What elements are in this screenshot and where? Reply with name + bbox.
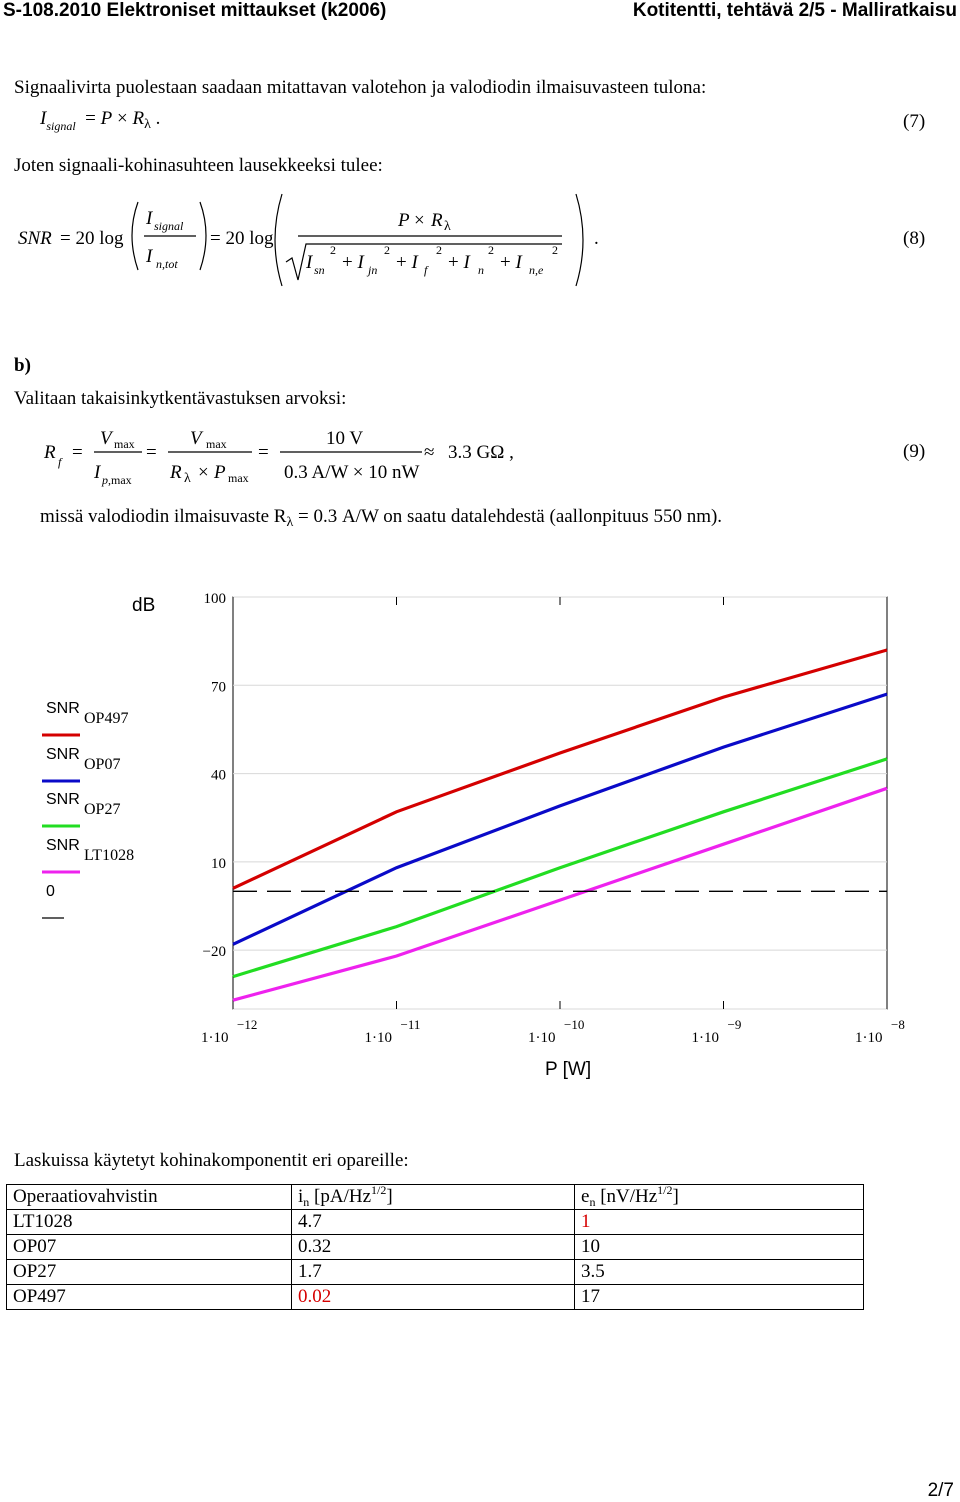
x-tick-mantissa: 1·10 bbox=[855, 1030, 883, 1046]
svg-text:×: × bbox=[198, 462, 209, 483]
equation-8 bbox=[10, 190, 610, 290]
svg-text:λ: λ bbox=[184, 471, 191, 486]
equation-7: $I_{signal} = P \times R_\lambda$ . bbox=[40, 108, 161, 133]
y-tick-label: 70 bbox=[211, 679, 226, 696]
legend-entry bbox=[42, 883, 64, 918]
x-tick-exponent: −12 bbox=[237, 1017, 258, 1032]
svg-text:V: V bbox=[100, 428, 112, 449]
svg-text:2: 2 bbox=[384, 243, 390, 257]
table-row bbox=[7, 1260, 864, 1285]
x-tick-exponent: −8 bbox=[891, 1017, 905, 1032]
svg-text:≈: ≈ bbox=[424, 442, 435, 463]
part-b-heading: b) bbox=[14, 355, 31, 376]
table-row bbox=[7, 1285, 864, 1310]
table-header-row bbox=[7, 1185, 864, 1210]
opamp-name: LT1028 bbox=[7, 1210, 292, 1235]
svg-text:=: = bbox=[146, 442, 157, 463]
svg-text:n,tot: n,tot bbox=[156, 257, 178, 271]
svg-text:= 20 log: = 20 log bbox=[210, 228, 274, 249]
header-voltage-noise: $e_n$ $[nV/Hz^{1/2}]$ bbox=[575, 1185, 864, 1210]
y-tick-label: 40 bbox=[211, 767, 226, 784]
x-tick-label bbox=[692, 1017, 742, 1046]
legend-main-label: SNR bbox=[46, 837, 80, 854]
series-line bbox=[233, 759, 887, 977]
svg-text:I: I bbox=[306, 252, 313, 273]
x-tick-label bbox=[528, 1017, 584, 1046]
svg-text:2: 2 bbox=[330, 243, 336, 257]
page-number: 2/7 bbox=[927, 1480, 954, 1501]
svg-text:n,e: n,e bbox=[529, 263, 544, 277]
current-noise: 0.02 bbox=[292, 1285, 575, 1310]
svg-text:λ: λ bbox=[444, 219, 451, 234]
current-noise: 1.7 bbox=[292, 1260, 575, 1285]
svg-text:+ I: + I bbox=[396, 252, 418, 273]
equation-9-numerator: 10 V bbox=[326, 428, 364, 449]
y-tick-label: 100 bbox=[203, 591, 226, 607]
svg-text:R: R bbox=[431, 210, 443, 231]
equation-9-denominator: 0.3 A/W × 10 nW bbox=[284, 462, 420, 483]
header-course: S-108.2010 Elektroniset mittaukset (k2006) bbox=[3, 0, 387, 21]
noise-table bbox=[6, 1184, 864, 1310]
svg-text:2: 2 bbox=[552, 243, 558, 257]
legend-main-label: 0 bbox=[46, 883, 55, 900]
responsivity-text: missä valodiodin ilmaisuvaste $R_\lambda = 0.3$ A/W on saatu datalehdestä (aallonpituus 550 nm). bbox=[40, 506, 723, 530]
legend-sub-label: OP27 bbox=[84, 801, 121, 818]
table-row bbox=[7, 1210, 864, 1235]
svg-text:+ I: + I bbox=[448, 252, 470, 273]
svg-text:max: max bbox=[206, 437, 227, 451]
y-tick-label: 10 bbox=[211, 855, 226, 872]
voltage-noise: 3.5 bbox=[575, 1260, 864, 1285]
svg-text:×: × bbox=[414, 210, 425, 231]
intro-text: Signaalivirta puolestaan saadaan mitattavan valotehon ja valodiodin ilmaisuvasteen tulona: bbox=[14, 77, 707, 98]
svg-text:f: f bbox=[424, 263, 428, 277]
current-noise: 0.32 bbox=[292, 1235, 575, 1260]
svg-text:2: 2 bbox=[436, 243, 442, 257]
table-row bbox=[7, 1235, 864, 1260]
svg-text:sn: sn bbox=[314, 263, 325, 277]
legend-main-label: SNR bbox=[46, 746, 80, 763]
opamp-name: OP07 bbox=[7, 1235, 292, 1260]
svg-text:R: R bbox=[170, 462, 182, 483]
snr-chart bbox=[0, 585, 960, 1085]
snr-text: Joten signaali-kohinasuhteen lausekkeeksi tulee: bbox=[14, 155, 383, 176]
legend-main-label: SNR bbox=[46, 700, 80, 717]
voltage-noise: 1 bbox=[575, 1210, 864, 1235]
svg-text:jn: jn bbox=[368, 263, 378, 277]
x-tick-exponent: −9 bbox=[727, 1017, 742, 1032]
legend-sub-label: LT1028 bbox=[84, 847, 135, 864]
x-tick-exponent: −11 bbox=[400, 1017, 421, 1032]
svg-text:+ I: + I bbox=[342, 252, 364, 273]
svg-text:max: max bbox=[228, 471, 249, 485]
series-line bbox=[233, 788, 887, 1000]
equation-9 bbox=[40, 420, 530, 492]
x-tick-mantissa: 1·10 bbox=[691, 1030, 719, 1046]
svg-text:P: P bbox=[214, 462, 226, 483]
legend-sub-label: OP497 bbox=[84, 710, 129, 727]
chart-xlabel: P [W] bbox=[545, 1059, 592, 1080]
svg-text:signal: signal bbox=[154, 219, 184, 233]
voltage-noise: 10 bbox=[575, 1235, 864, 1260]
svg-text:p,max: p,max bbox=[102, 473, 132, 487]
chart-ylabel: dB bbox=[132, 595, 156, 616]
svg-text:= 20 log: = 20 log bbox=[60, 228, 124, 249]
legend-entry bbox=[42, 746, 120, 781]
svg-text:2: 2 bbox=[488, 243, 494, 257]
x-tick-label bbox=[365, 1017, 421, 1046]
svg-text:max: max bbox=[114, 437, 135, 451]
x-tick-label bbox=[855, 1017, 905, 1046]
svg-text:=: = bbox=[258, 442, 269, 463]
legend-entry bbox=[42, 837, 134, 872]
voltage-noise: 17 bbox=[575, 1285, 864, 1310]
svg-text:R: R bbox=[44, 442, 56, 463]
svg-text:f: f bbox=[58, 455, 62, 469]
svg-text:V: V bbox=[190, 428, 202, 449]
equation-7-number: (7) bbox=[903, 111, 926, 132]
svg-text:I: I bbox=[94, 462, 101, 483]
equation-8-number: (8) bbox=[903, 228, 926, 249]
legend-sub-label: OP07 bbox=[84, 756, 121, 773]
x-tick-label bbox=[201, 1017, 257, 1046]
legend-entry bbox=[42, 791, 120, 826]
svg-text:SNR: SNR bbox=[18, 228, 52, 249]
svg-text:+ I: + I bbox=[500, 252, 522, 273]
equation-9-result: 3.3 GΩ , bbox=[448, 442, 514, 463]
y-tick-label: −20 bbox=[202, 944, 226, 961]
header-opamp: Operaatiovahvistin bbox=[7, 1185, 292, 1210]
svg-text:n: n bbox=[478, 263, 484, 277]
x-tick-mantissa: 1·10 bbox=[201, 1030, 229, 1046]
svg-text:I: I bbox=[146, 208, 153, 229]
svg-text:=: = bbox=[72, 442, 83, 463]
header-assignment: Kotitentti, tehtävä 2/5 - Malliratkaisu bbox=[632, 0, 957, 21]
x-tick-mantissa: 1·10 bbox=[364, 1030, 392, 1046]
equation-9-number: (9) bbox=[903, 441, 926, 462]
header-current-noise: $i_n$ $[pA/Hz^{1/2}]$ bbox=[292, 1185, 575, 1210]
x-tick-mantissa: 1·10 bbox=[528, 1030, 556, 1046]
x-tick-exponent: −10 bbox=[564, 1017, 585, 1032]
current-noise: 4.7 bbox=[292, 1210, 575, 1235]
feedback-text: Valitaan takaisinkytkentävastuksen arvoksi: bbox=[14, 388, 347, 409]
svg-text:I: I bbox=[146, 246, 153, 267]
legend-entry bbox=[42, 700, 128, 735]
svg-text:.: . bbox=[594, 228, 599, 249]
svg-text:P: P bbox=[398, 210, 410, 231]
opamp-name: OP497 bbox=[7, 1285, 292, 1310]
series-line bbox=[233, 694, 887, 944]
table-caption: Laskuissa käytetyt kohinakomponentit eri opareille: bbox=[14, 1150, 409, 1171]
opamp-name: OP27 bbox=[7, 1260, 292, 1285]
legend-main-label: SNR bbox=[46, 791, 80, 808]
